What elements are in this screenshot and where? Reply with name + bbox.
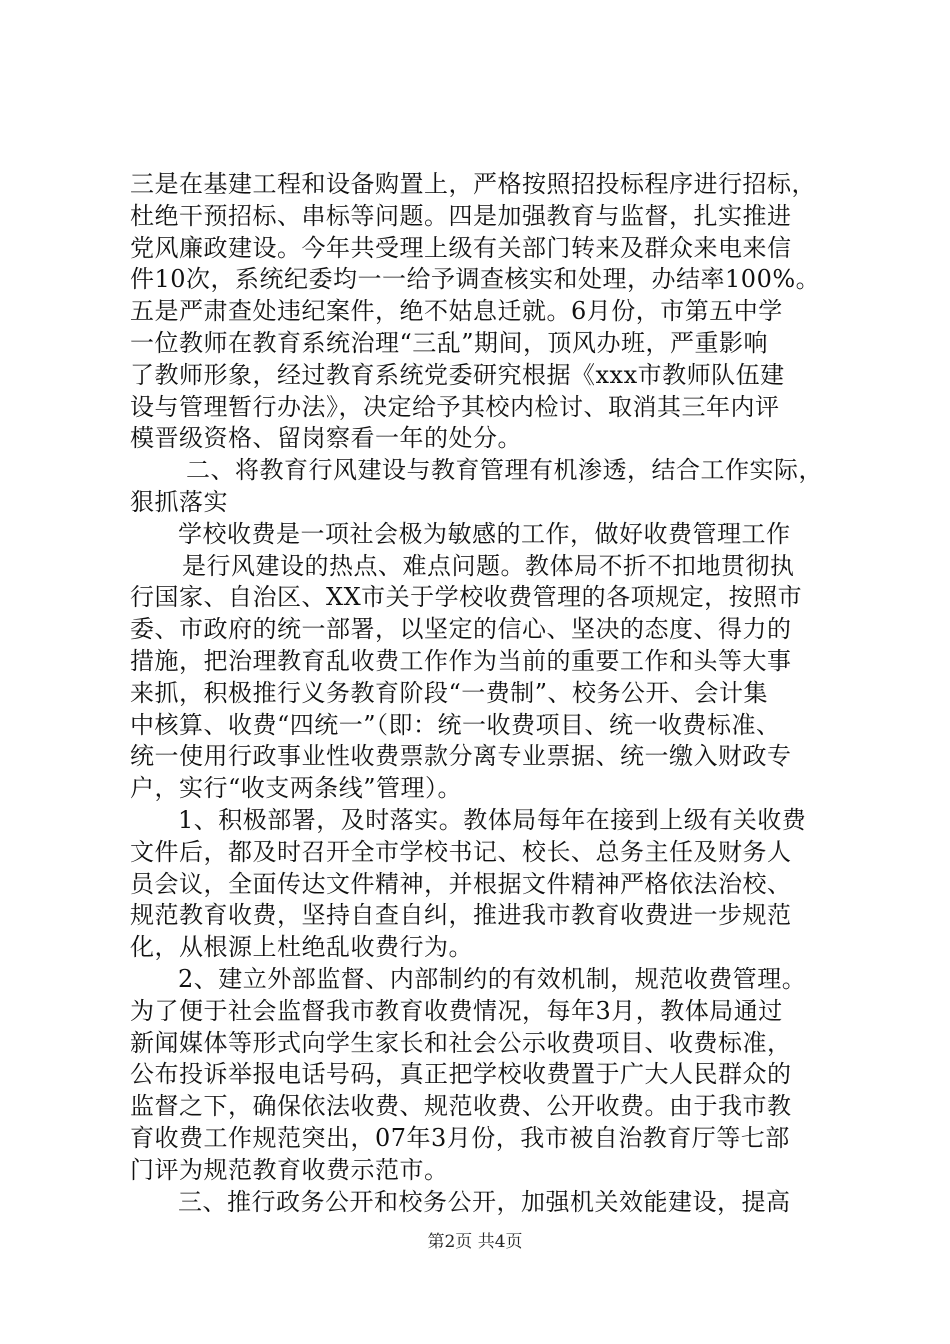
text-line: 文件后，都及时召开全市学校书记、校长、总务主任及财务人 (130, 837, 792, 866)
text-line: 1、积极部署，及时落实。教体局每年在接到上级有关收费 (178, 806, 807, 834)
text-line: 来抓，积极推行义务教育阶段“一费制”、校务公开、会计集 (130, 678, 769, 707)
text-line: 件10次，系统纪委均一一给予调查核实和处理，办结率100%。 (130, 265, 821, 294)
text-line: 员会议，全面传达文件精神，并根据文件精神严格依法治校、 (130, 869, 792, 898)
text-line: 杜绝干预招标、串标等问题。四是加强教育与监督，扎实推进 (130, 201, 792, 230)
text-line: 一位教师在教育系统治理“三乱”期间，顶风办班，严重影响 (130, 329, 769, 357)
text-line: 育收费工作规范突出，07年3月份，我市被自治教育厅等七部 (130, 1124, 790, 1152)
text-line: 公布投诉举报电话号码，真正把学校收费置于广大人民群众的 (130, 1060, 792, 1089)
text-line: 化，从根源上杜绝乱收费行为。 (130, 933, 473, 962)
text-line: 狠抓落实 (130, 488, 228, 516)
text-line: 统一使用行政事业性收费票款分离专业票据、统一缴入财政专 (130, 742, 792, 771)
page-footer: 第2页 共4页 (427, 1232, 523, 1252)
text-line: 规范教育收费，坚持自查自纠，推进我市教育收费进一步规范 (130, 901, 792, 930)
text-line: 委、市政府的统一部署，以坚定的信心、坚决的态度、得力的 (130, 615, 792, 644)
text-line: 三是在基建工程和设备购置上，严格按照招投标程序进行招标， (130, 170, 816, 198)
text-line: 学校收费是一项社会极为敏感的工作，做好收费管理工作 (178, 519, 791, 548)
text-line: 三、推行政务公开和校务公开，加强机关效能建设，提高 (178, 1187, 791, 1216)
text-line: 监督之下，确保依法收费、规范收费、公开收费。由于我市教 (130, 1092, 792, 1121)
text-line: 是行风建设的热点、难点问题。教体局不折不扣地贯彻执 (182, 551, 795, 580)
text-line: 设与管理暂行办法》，决定给予其校内检讨、取消其三年内评 (130, 392, 780, 421)
text-line: 二、将教育行风建设与教育管理有机渗透，结合工作实际， (186, 456, 823, 485)
text-line: 2、建立外部监督、内部制约的有效机制，规范收费管理。 (178, 965, 807, 993)
text-line: 党风廉政建设。今年共受理上级有关部门转来及群众来电来信 (130, 233, 792, 262)
text-line: 户，实行“收支两条线”管理）。 (130, 774, 463, 803)
text-line: 了教师形象，经过教育系统党委研究根据《xxx市教师队伍建 (130, 360, 785, 389)
text-line: 行国家、自治区、XX市关于学校收费管理的各项规定，按照市 (130, 583, 803, 612)
text-line: 门评为规范教育收费示范市。 (130, 1155, 449, 1184)
text-line: 新闻媒体等形式向学生家长和社会公示收费项目、收费标准， (130, 1028, 792, 1057)
text-line: 五是严肃查处违纪案件，绝不姑息迁就。6月份，市第五中学 (130, 297, 783, 326)
text-line: 中核算、收费“四统一”（即：统一收费项目、统一收费标准、 (130, 710, 781, 739)
text-line: 为了便于社会监督我市教育收费情况，每年3月，教体局通过 (130, 996, 783, 1025)
text-line: 措施，把治理教育乱收费工作作为当前的重要工作和头等大事 (130, 647, 792, 675)
text-line: 模晋级资格、留岗察看一年的处分。 (130, 424, 522, 453)
